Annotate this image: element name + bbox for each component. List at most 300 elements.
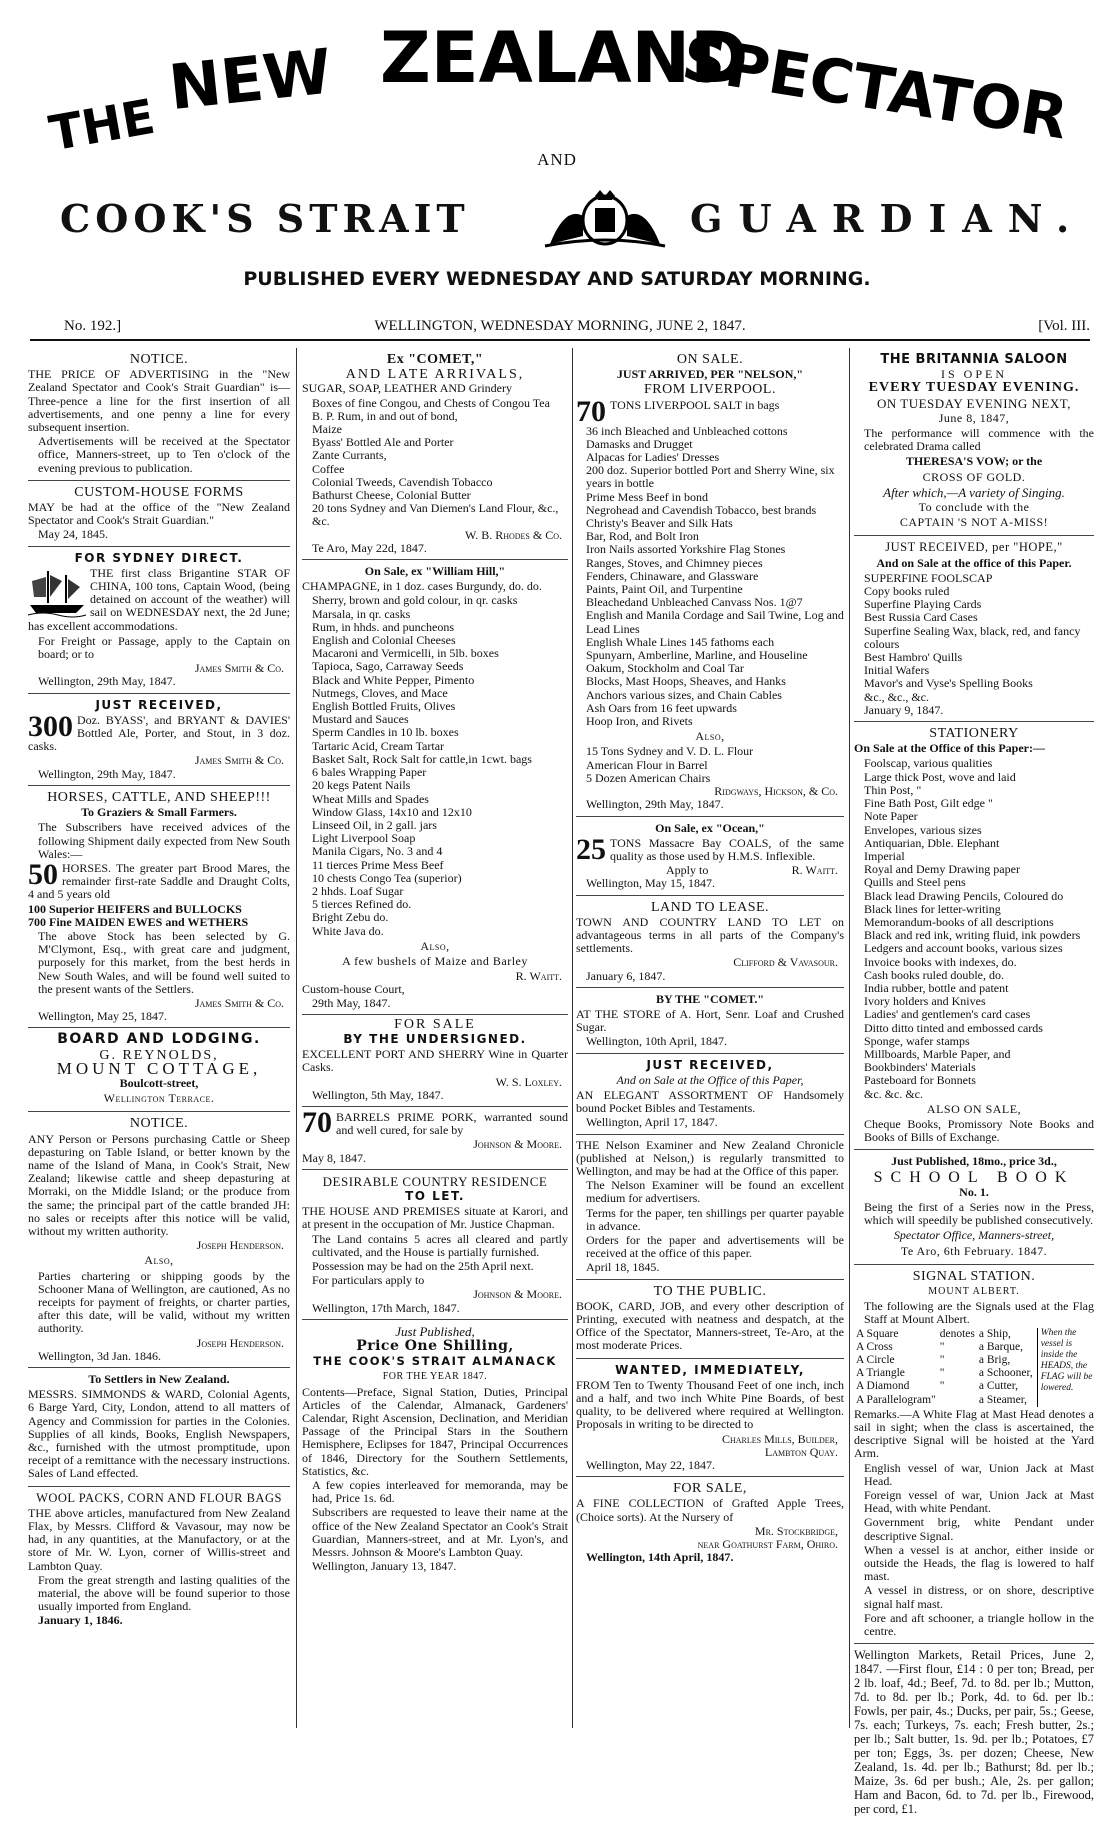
- paragraph: THE HOUSE AND PREMISES situate at Karori, and at present in the occupation of Mr. Justice Chapman.: [302, 1204, 568, 1232]
- paragraph: Terms for the paper, ten shillings per quarter payable in advance.: [586, 1205, 844, 1233]
- signal-cell: A Square: [856, 1327, 899, 1340]
- horses-ad: [28, 786, 290, 1028]
- signal-table: [854, 1328, 1035, 1407]
- signature: Joseph Henderson.: [196, 1238, 284, 1253]
- subheading: To Graziers & Small Farmers.: [81, 805, 237, 820]
- paragraph: For Freight or Passage, apply to the Captain on board; or to: [38, 633, 290, 662]
- pork-ad: [302, 1107, 568, 1170]
- title: SCHOOL BOOK: [873, 1168, 1075, 1186]
- heading: THE BRITANNIA SALOON: [880, 352, 1068, 367]
- list-item: White Java do.: [312, 923, 384, 938]
- list-item: Manila Cigars, No. 3 and 4: [312, 844, 443, 859]
- subheading: FROM LIVERPOOL.: [644, 382, 776, 398]
- nelson-examiner-ad: [576, 1135, 844, 1280]
- date: May 8, 1847.: [302, 1150, 366, 1165]
- list-item: Ranges, Stoves, and Chimney pieces: [586, 555, 763, 570]
- date: Wellington, 17th March, 1847.: [312, 1300, 460, 1315]
- heading: On Sale, ex "William Hill,": [364, 564, 506, 579]
- date: April 18, 1845.: [586, 1260, 660, 1275]
- also-label: ALSO ON SALE,: [926, 1101, 1022, 1116]
- paragraph: A FINE COLLECTION of Grafted Apple Trees, (Choice sorts). At the Nursery of: [576, 1496, 844, 1524]
- date: 29th May, 1847.: [312, 995, 391, 1010]
- list-item: Iron Nails assorted Yorkshire Flag Stones: [586, 542, 786, 557]
- signal-cell: a Steamer,: [978, 1393, 1027, 1406]
- list-item: Prime Mess Beef in bond: [586, 489, 708, 504]
- list-item: Linseed Oil, in 2 gall. jars: [312, 817, 437, 832]
- issue-number: No. 192.]: [64, 318, 122, 334]
- list-item: Rum, in hhds. and puncheons: [312, 619, 454, 634]
- subheading: TO LET.: [405, 1188, 465, 1203]
- comet-sugar-ad: [576, 988, 844, 1054]
- paragraph: MESSRS. SIMMONDS & WARD, Colonial Agents, 6 Barge Yard, City, London, attend to all matters of Agency and Commission for parties in the Colonies. Supplies of all kinds, Books, English Newspapers, &c., furnished with the utmost promptitude, upon receipt of a remittance with the necessary instructions. Sales of Land effected.: [28, 1387, 290, 1481]
- ship-icon: [28, 567, 86, 617]
- list-item: Thin Post, ": [864, 782, 922, 797]
- list-item: Ladies' and gentlemen's card cases: [864, 1007, 1031, 1022]
- heading: LAND TO LEASE.: [650, 899, 770, 915]
- list-item: 36 inch Bleached and Unbleached cottons: [586, 423, 788, 438]
- paragraph: The Nelson Examiner will be found an excellent medium for advertisers.: [586, 1178, 844, 1206]
- list-item: English and Colonial Cheeses: [312, 633, 456, 648]
- list-item: 5 Dozen American Chairs: [586, 770, 711, 785]
- paragraph: The Land contains 5 acres all cleared and partly cultivated, and the House is partially furnished.: [312, 1231, 568, 1259]
- paragraph: TOWN AND COUNTRY LAND TO LET on advantageous terms in all parts of the Company's settlements.: [576, 914, 844, 956]
- list-item: Mustard and Sauces: [312, 712, 409, 727]
- subheading: And on Sale at the office of this Paper.: [876, 555, 1072, 570]
- paragraph: TONS LIVERPOOL SALT in bags: [610, 397, 780, 412]
- quantity: 50: [28, 857, 58, 891]
- date: Wellington, 14th April, 1847.: [586, 1550, 734, 1565]
- list-item: Black lead Drawing Pencils, Coloured do: [864, 888, 1064, 903]
- date: Wellington, May 25, 1847.: [38, 1009, 168, 1024]
- list-item: Black lines for letter-writing: [864, 901, 1001, 916]
- signature: Lambton Quay.: [764, 1444, 838, 1459]
- list-item: &c., &c., &c.: [864, 689, 929, 704]
- list-item: Bookbinders' Materials: [864, 1060, 976, 1075]
- paragraph: A few copies interleaved for memoranda, may be had, Price 1s. 6d.: [312, 1478, 568, 1506]
- signature: Joseph Henderson.: [196, 1335, 284, 1350]
- paragraph: THE first class Brigantine STAR OF CHINA, 100 tons, Captain Wood, (being detained on account of the weather) will sail on WEDNESDAY next, the 2d June; has excellent accommodations.: [28, 565, 290, 633]
- heading: SIGNAL STATION.: [912, 1268, 1036, 1284]
- date: January 9, 1847.: [864, 702, 944, 717]
- signature: Clifford & Vavasour.: [733, 955, 838, 970]
- sydney-direct-ad: [28, 547, 290, 694]
- paragraph: Wellington Markets, Retail Prices, June 2, 1847. —First flour, £14 : 0 per ton; Bread, per 2 lb. loaf, 4d.; Beef, 7d. to 8d. per lb.; Mutton, 7d. to 8d. per lb.; Pork, 4d. to 6d. per lb.: Fowls, per pair, 4s.; Ducks, per pair, 5s.; Geese, 7s. each; Turkeys, 7s. each; Fresh butter, 2s.; per lb.; Salt butter, 1s. 9d. per lb.; Potatoes, £7 per ton; Eggs, 3s. per dozen; Cheese, New Zealand, 1s. 4d. per lb.; Bathurst; 8d. per lb.; Maize, 3s. 6d per bush.; Ale, 2s. per gallon; Ham and Bacon, 6d. to 7d. per lb., Firewood, per cord, £1.: [854, 1648, 1094, 1817]
- signal-cell: A Diamond: [856, 1380, 910, 1393]
- list-item: Paints, Paint Oil, and Turpentine: [586, 582, 743, 597]
- list-item: Pasteboard for Bonnets: [864, 1073, 976, 1088]
- paragraph: English vessel of war, Union Jack at Mast Head.: [864, 1460, 1094, 1488]
- list-item: Cash books ruled double, do.: [864, 967, 1004, 982]
- date: May 24, 1845.: [38, 527, 108, 542]
- heading: WOOL PACKS, CORN AND FLOUR BAGS: [36, 1490, 282, 1505]
- list-item: Colonial Tweeds, Cavendish Tobacco: [312, 474, 493, 489]
- date: June 8, 1847,: [938, 410, 1010, 425]
- location: MOUNT ALBERT.: [928, 1286, 1020, 1297]
- list-item: 11 tierces Prime Mess Beef: [312, 857, 444, 872]
- line-item: 700 Fine MAIDEN EWES and WETHERS: [28, 914, 249, 929]
- list-item: Superfine Sealing Wax, black, red, and fancy colours: [864, 623, 1081, 651]
- wool-packs-ad: [28, 1487, 290, 1632]
- and-label: AND: [537, 150, 577, 169]
- paragraph: A vessel in distress, or on shore, descriptive signal half mast.: [864, 1583, 1094, 1611]
- columns: [28, 348, 1094, 1817]
- signal-cell: A Parallelogram": [856, 1393, 936, 1406]
- nelson-arrivals-ad: [576, 348, 844, 817]
- list-item: Copy books ruled: [864, 584, 950, 599]
- signature: Johnson & Moore.: [473, 1137, 562, 1152]
- date: Te Aro, 6th February. 1847.: [900, 1243, 1048, 1258]
- signal-cell: a Cutter,: [978, 1380, 1019, 1393]
- number: No. 1.: [959, 1184, 989, 1199]
- list-item: Memorandum-books of all descriptions: [864, 914, 1054, 929]
- farce-title: CAPTAIN 'S NOT A-MISS!: [899, 515, 1049, 530]
- quantity: 25: [576, 832, 606, 866]
- proprietor-name: G. REYNOLDS,: [99, 1047, 219, 1063]
- henderson-notice: [28, 1112, 290, 1368]
- list-item: English Whale Lines 145 fathoms each: [586, 634, 775, 649]
- list-item: Tartaric Acid, Cream Tartar: [312, 738, 445, 753]
- board-lodging-ad: [28, 1028, 290, 1112]
- bibles-ad: [576, 1054, 844, 1135]
- heading: Ex "COMET,": [386, 352, 484, 367]
- date: Wellington, April 17, 1847.: [586, 1115, 718, 1130]
- signal-row: [854, 1394, 1035, 1407]
- list-item: India rubber, bottle and patent: [864, 980, 1009, 995]
- paragraph: CHAMPAGNE, in 1 doz. cases Burgundy, do. do.: [302, 579, 542, 594]
- signature: W. S. Loxley.: [495, 1074, 562, 1089]
- guardian-right: GUARDIAN.: [690, 196, 1086, 241]
- date: Wellington, 29th May, 1847.: [586, 797, 724, 812]
- list-item: Ditto ditto tinted and embossed cards: [864, 1020, 1043, 1035]
- list-item: Millboards, Marble Paper, and: [864, 1046, 1011, 1061]
- signal-row: [854, 1367, 1035, 1380]
- list-item: Invoice books with indexes, do.: [864, 954, 1017, 969]
- list-item: SUPERFINE FOOLSCAP: [864, 570, 993, 585]
- date: Wellington, May 22, 1847.: [586, 1458, 716, 1473]
- list-item: 20 tons Sydney and Van Diemen's Land Flour, &c., &c.: [312, 501, 559, 529]
- paragraph: Contents—Preface, Signal Station, Duties, Principal Articles of the Calendar, Almanack, Gardeners' Calendar, Right Ascension, Declination, and Meridian Passage of the Principal Stars in the Southern Hemisphere, Eclipses for 1847, Principal Occurrences of 1846, Directory for the Southern Settlements, Statistics, &c.: [302, 1384, 568, 1478]
- list-item: Foolscap, various qualities: [864, 756, 993, 771]
- signal-row: [854, 1354, 1035, 1367]
- price: Price One Shilling,: [356, 1338, 514, 1355]
- signal-cell: denotes: [939, 1327, 975, 1340]
- stationery-ad: [854, 722, 1094, 1150]
- ocean-coals-ad: [576, 817, 844, 896]
- paragraph: BOOK, CARD, JOB, and every other description of Printing, executed with neatness and despatch, at the Office of the Spectator, Manners-street, Te-Aro, at the most moderate Prices.: [576, 1298, 844, 1353]
- paragraph: Remarks.—A White Flag at Mast Head denotes a sail in sight; when the class is ascertained, the descriptive Signal will be hoisted at the Yard Arm.: [854, 1406, 1094, 1461]
- subheading: And on Sale at the Office of this Paper,: [616, 1072, 804, 1087]
- signal-cell: A Circle: [856, 1354, 895, 1367]
- signature: James Smith & Co.: [194, 995, 284, 1010]
- list-item: 15 Tons Sydney and V. D. L. Flour: [586, 744, 754, 759]
- list-item: Boxes of fine Congou, and Chests of Congou Tea: [312, 395, 550, 410]
- play-title: THERESA'S VOW; or the: [905, 454, 1043, 469]
- list-item: B. P. Rum, in and out of bond,: [312, 408, 458, 423]
- line-item: 100 Superior HEIFERS and BULLOCKS: [28, 901, 242, 916]
- list-item: Sponge, wafer stamps: [864, 1033, 970, 1048]
- list-item: Oakum, Stockholm and Coal Tar: [586, 661, 744, 676]
- paragraph: EXCELLENT PORT AND SHERRY Wine in Quarter Casks.: [302, 1047, 568, 1075]
- paragraph: Subscribers are requested to leave their name at the office of the New Zealand Spectator an Cook's Strait Guardian, Manners-street, and at Mr. Lyon's, and Messrs. Johnson & Moore's Lambton Quay.: [312, 1505, 568, 1560]
- paragraph: Doz. BYASS', and BRYANT & DAVIES' Bottled Ale, Porter, and Stout, in 3 doz. casks.: [28, 712, 290, 754]
- date: Wellington, 10th April, 1847.: [586, 1034, 728, 1049]
- list-item: Maize: [312, 422, 342, 437]
- signal-cell: [938, 1394, 977, 1407]
- paragraph: AN ELEGANT ASSORTMENT OF Handsomely bound Pocket Bibles and Testaments.: [576, 1087, 844, 1116]
- list-item: Byass' Bottled Ale and Porter: [312, 435, 454, 450]
- list-item: Initial Wafers: [864, 663, 930, 678]
- date: Wellington, 29th May, 1847.: [38, 674, 176, 689]
- paragraph: Advertisements will be received at the Spectator office, Manners-street, up to Ten o'clock of the evening previous to publication.: [38, 434, 290, 475]
- heading: BOARD AND LODGING.: [57, 1031, 261, 1048]
- title-zealand: ZEALAND: [380, 17, 749, 99]
- list-item: Spunyarn, Amberline, Marline, and Houseline: [586, 648, 808, 663]
- signal-cell: A Cross: [856, 1340, 893, 1353]
- date: January 1, 1846.: [38, 1613, 123, 1628]
- paragraph: THE Nelson Examiner and New Zealand Chronicle (published at Nelson,) is regularly transmitted to Wellington, and may be had at the Office of this paper.: [576, 1137, 844, 1178]
- column-4: [854, 348, 1094, 1817]
- settlers-ad: [28, 1368, 290, 1487]
- list-item: Superfine Playing Cards: [864, 597, 982, 612]
- subheading: BY THE UNDERSIGNED.: [343, 1031, 527, 1046]
- paragraph: The following are the Signals used at the Flag Staff at Mount Albert.: [864, 1299, 1094, 1327]
- street: Boulcott-street,: [119, 1075, 199, 1090]
- paragraph: AT THE STORE of A. Hort, Senr. Loaf and Crushed Sugar.: [576, 1006, 844, 1035]
- signal-row: [854, 1341, 1035, 1354]
- heading: Just Published, 18mo., price 3d.,: [891, 1154, 1057, 1169]
- paragraph: MAY be had at the office of the "New Zealand Spectator and Cook's Strait Guardian.": [28, 500, 290, 528]
- list-item: Wheat Mills and Spades: [312, 791, 429, 806]
- date: Wellington, 5th May, 1847.: [312, 1087, 444, 1102]
- signal-row: [854, 1380, 1035, 1393]
- paragraph: The Subscribers have received advices of the following Shipment daily expected from New South Wales:—: [38, 820, 290, 861]
- date: Te Aro, May 22d, 1847.: [312, 540, 427, 555]
- quantity: 70: [576, 394, 606, 428]
- signal-cell: ": [939, 1340, 945, 1353]
- paragraph: For particulars apply to: [312, 1273, 425, 1288]
- paragraph: Cheque Books, Promissory Note Books and Books of Bills of Exchange.: [864, 1116, 1094, 1145]
- guardian-left: COOK'S STRAIT: [60, 196, 470, 241]
- signature: R. Waitt.: [791, 863, 838, 878]
- office: Spectator Office, Manners-street,: [893, 1228, 1055, 1243]
- country-residence-ad: [302, 1170, 568, 1320]
- list-item: 5 tierces Refined do.: [312, 897, 412, 912]
- paragraph: HORSES. The greater part Brood Mares, the remainder first-rate Saddle and Draught Colts, 4 and 5 years old: [28, 860, 290, 902]
- signature: Charles Mills, Builder,: [721, 1431, 838, 1446]
- printing-ad: [576, 1280, 844, 1359]
- also-label: Also,: [695, 729, 725, 744]
- list-item: Nutmegs, Cloves, and Mace: [312, 685, 448, 700]
- signal-cell: A Triangle: [856, 1367, 905, 1380]
- signature: James Smith & Co.: [194, 661, 284, 676]
- heading: BY THE "COMET.": [655, 991, 765, 1006]
- also-label: Also,: [144, 1253, 174, 1268]
- heading: FOR SALE: [394, 1016, 476, 1032]
- every-tuesday: EVERY TUESDAY EVENING.: [868, 380, 1080, 396]
- paragraph: Government brig, white Pendant under descriptive Signal.: [864, 1515, 1094, 1543]
- paragraph: Fore and aft schooner, a triangle hollow in the centre.: [864, 1610, 1094, 1639]
- list-item: 20 kegs Patent Nails: [312, 778, 411, 793]
- signal-cell: ": [939, 1367, 945, 1380]
- list-item: Fenders, Chinaware, and Glassware: [586, 568, 759, 583]
- list-item: Quills and Steel pens: [864, 875, 966, 890]
- apply-label: Apply to: [666, 863, 709, 878]
- list-item: English Bottled Fruits, Olives: [312, 699, 456, 714]
- list-item: Zante Currants,: [312, 448, 387, 463]
- markets: [854, 1644, 1094, 1821]
- conclude-line: To conclude with the: [918, 500, 1030, 515]
- title: THE COOK'S STRAIT ALMANACK: [313, 1354, 557, 1369]
- terrace: Wellington Terrace.: [103, 1091, 215, 1106]
- heading: NOTICE.: [129, 352, 189, 367]
- list-item: English and Manila Cordage and Sail Twine, Log and Lead Lines: [586, 608, 844, 636]
- list-item: Macaroni and Vermicelli, in 5lb. boxes: [312, 646, 499, 661]
- year: FOR THE YEAR 1847.: [382, 1371, 488, 1383]
- paragraph: The above Stock has been selected by G. M'Clymont, Esq., with great care and judgment, purposely for this market, from the best herds in New South Wales, and will be found well suited to the present wants of the Settlers.: [38, 928, 290, 996]
- paragraph: SUGAR, SOAP, LEATHER AND Grindery: [302, 381, 513, 396]
- heading: JUST RECEIVED,: [646, 1057, 774, 1072]
- list-item: Sherry, brown and gold colour, in qr. casks: [312, 593, 518, 608]
- list-item: Tapioca, Sago, Carraway Seeds: [312, 659, 464, 674]
- advertising-notice: [28, 348, 290, 481]
- date: Wellington, January 13, 1847.: [312, 1559, 457, 1574]
- cottage-name: MOUNT COTTAGE,: [56, 1058, 262, 1078]
- title-new: NEW: [165, 34, 335, 125]
- signature: W. B. Rhodes & Co.: [464, 527, 562, 542]
- signal-cell: a Brig,: [978, 1354, 1011, 1367]
- play-title-2: CROSS OF GOLD.: [922, 469, 1026, 484]
- list-item: Black and red ink, writing fluid, ink powders: [864, 928, 1081, 943]
- heading: STATIONERY: [929, 726, 1019, 742]
- after-line: After which,—A variety of Singing.: [883, 484, 1065, 500]
- heading: On Sale, ex "Ocean,": [655, 820, 765, 835]
- list-item: 6 bales Wrapping Paper: [312, 765, 427, 780]
- list-item: 2 hhds. Loaf Sugar: [312, 883, 404, 898]
- subheading: On Sale at the Office of this Paper:—: [854, 741, 1045, 756]
- paragraph: THE above articles, manufactured from New Zealand Flax, by Messrs. Clifford & Vavasour, may now be had, in any quantities, at the Manufactory, or at the store of Mr. W. Lyon, corner of Willis-street and Lambton Quay.: [28, 1505, 290, 1573]
- list-item: Royal and Demy Drawing paper: [864, 862, 1020, 877]
- open-label: IS OPEN: [940, 367, 1007, 382]
- column-3: [576, 348, 844, 1728]
- list-item: Imperial: [864, 848, 905, 863]
- just-received-ale-ad: [28, 694, 290, 786]
- paragraph: THE PRICE OF ADVERTISING in the "New Zealand Spectator and Cook's Strait Guardian" is—Three-pence a line for the first insertion of all advertisements, and one penny a line for every subsequent insertion.: [28, 367, 290, 435]
- masthead: [0, 0, 1114, 320]
- list-item: Basket Salt, Rock Salt for cattle,in 1cwt. bags: [312, 751, 532, 766]
- list-item: Bleachedand Unbleached Canvass Nos. 1@7: [586, 595, 803, 610]
- heading: CUSTOM-HOUSE FORMS: [74, 484, 244, 500]
- signal-station: [854, 1265, 1094, 1644]
- line-item: A few bushels of Maize and Barley: [342, 953, 528, 968]
- paragraph: When a vessel is at anchor, either inside or outside the Heads, the flag is lowered to half mast.: [864, 1542, 1094, 1584]
- paragraph: ANY Person or Persons purchasing Cattle or Sheep depasturing on Table Island, or better known by the name of the Island of Mana, in Cook's Strait, New Zealand; likewise cattle and sheep depasturing at Morraki, on the Middle Island; or the produce from the same; the principal part of the cattle branded JH: no sales or receipts after this notice will be valid, without my written authority.: [28, 1131, 290, 1238]
- heading: JUST RECEIVED, per "HOPE,": [885, 540, 1063, 555]
- heading: TO THE PUBLIC.: [653, 1283, 767, 1299]
- heading: Just Published,: [395, 1323, 475, 1339]
- apple-trees-ad: [576, 1477, 844, 1568]
- quantity: 300: [28, 709, 73, 743]
- wanted-ad: [576, 1359, 844, 1478]
- signature: James Smith & Co.: [194, 753, 284, 768]
- list-item: Best Hambro' Quills: [864, 650, 963, 665]
- title-the: THE: [45, 88, 160, 163]
- date: Wellington, 29th May, 1847.: [38, 766, 176, 781]
- published-line: PUBLISHED EVERY WEDNESDAY AND SATURDAY MORNING.: [243, 268, 871, 290]
- heading: HORSES, CATTLE, AND SHEEP!!!: [47, 789, 271, 805]
- paragraph: Parties chartering or shipping goods by the Schooner Mana of Wellington, are cautioned, As no receipts for payment of freights, or charter parties, after this date, will be valid, without my written authority.: [38, 1268, 290, 1336]
- list-item: Bathurst Cheese, Colonial Butter: [312, 488, 471, 503]
- list-item: Anchors various sizes, and Chain Cables: [586, 687, 782, 702]
- signature: Mr. Stockbridge,: [754, 1523, 838, 1538]
- guardian-banner: [60, 186, 1086, 256]
- list-item: Blocks, Mast Hoops, Sheaves, and Hanks: [586, 674, 786, 689]
- date: Wellington, 3d Jan. 1846.: [38, 1348, 162, 1363]
- list-item: 200 doz. Superior bottled Port and Sherry Wine, six years in bottle: [586, 463, 835, 491]
- signal-cell: ": [939, 1380, 945, 1393]
- list-item: Fine Bath Post, Gilt edge ": [864, 796, 993, 811]
- heading: FOR SYDNEY DIRECT.: [74, 550, 244, 565]
- item-list: [576, 425, 844, 729]
- item-list: [854, 757, 1094, 1100]
- list-item: Coffee: [312, 461, 345, 476]
- date: January 6, 1847.: [586, 968, 666, 983]
- item-list: [854, 572, 1094, 704]
- list-item: Ivory holders and Knives: [864, 994, 986, 1009]
- list-item: Damasks and Drugget: [586, 436, 693, 451]
- paragraph: Possession may be had on the 25th April next.: [312, 1259, 534, 1273]
- signature: Johnson & Moore.: [473, 1287, 562, 1302]
- list-item: Ledgers and account books, various sizes: [864, 941, 1063, 956]
- signature: R. Waitt.: [515, 969, 562, 984]
- comet-arrivals-ad: [302, 348, 568, 560]
- list-item: Marsala, in qr. casks: [312, 606, 411, 621]
- william-hill-ad: [302, 560, 568, 1015]
- list-item: Antiquarian, Dble. Elephant: [864, 835, 1000, 850]
- quantity: 70: [302, 1105, 332, 1139]
- list-item: Negrohead and Cavendish Tobacco, best brands: [586, 502, 817, 517]
- signal-note: When the vessel is inside the HEADS, the FLAG will be lowered.: [1037, 1328, 1094, 1407]
- list-item: Envelopes, various sizes: [864, 822, 982, 837]
- list-item: &c. &c. &c.: [864, 1086, 923, 1101]
- paragraph: Orders for the paper and advertisements will be received at the office of this paper.: [586, 1232, 844, 1261]
- address: Custom-house Court,: [302, 982, 405, 997]
- heading: ON SALE.: [676, 352, 744, 367]
- britannia-saloon-ad: [854, 348, 1094, 536]
- list-item: Bar, Rod, and Bolt Iron: [586, 529, 699, 544]
- column-2: [302, 348, 568, 1728]
- heading: To Settlers in New Zealand.: [88, 1372, 230, 1387]
- date: Wellington, May 15, 1847.: [586, 876, 716, 891]
- signal-row: [854, 1328, 1035, 1341]
- hope-stationery-ad: [854, 536, 1094, 722]
- heading: JUST RECEIVED,: [95, 697, 223, 712]
- volume-number: [Vol. III.: [1038, 318, 1090, 334]
- dateline: [30, 318, 1090, 341]
- next-evening: ON TUESDAY EVENING NEXT,: [877, 395, 1071, 411]
- list-item: 10 chests Congo Tea (superior): [312, 870, 462, 885]
- paragraph: FROM Ten to Twenty Thousand Feet of one inch, inch and a half, and two inch White Pine Boards, of best quality, to be delivered where required at Wellington. Proposals in writing to be directed to: [576, 1377, 844, 1432]
- paragraph: The performance will commence with the celebrated Drama called: [864, 426, 1094, 454]
- title-arc: [40, 17, 1080, 163]
- item-list: [302, 397, 568, 529]
- customs-forms-ad: [28, 481, 290, 547]
- paragraph: From the great strength and lasting qualities of the material, the above will be found superior to those usually imported from England.: [38, 1572, 290, 1614]
- list-item: Best Russia Card Cases: [864, 610, 978, 625]
- list-item: Black and White Pepper, Pimento: [312, 672, 475, 687]
- list-item: Large thick Post, wove and laid: [864, 769, 1016, 784]
- list-item: Window Glass, 14x10 and 12x10: [312, 804, 472, 819]
- issue-date: WELLINGTON, WEDNESDAY MORNING, JUNE 2, 1847.: [374, 318, 746, 334]
